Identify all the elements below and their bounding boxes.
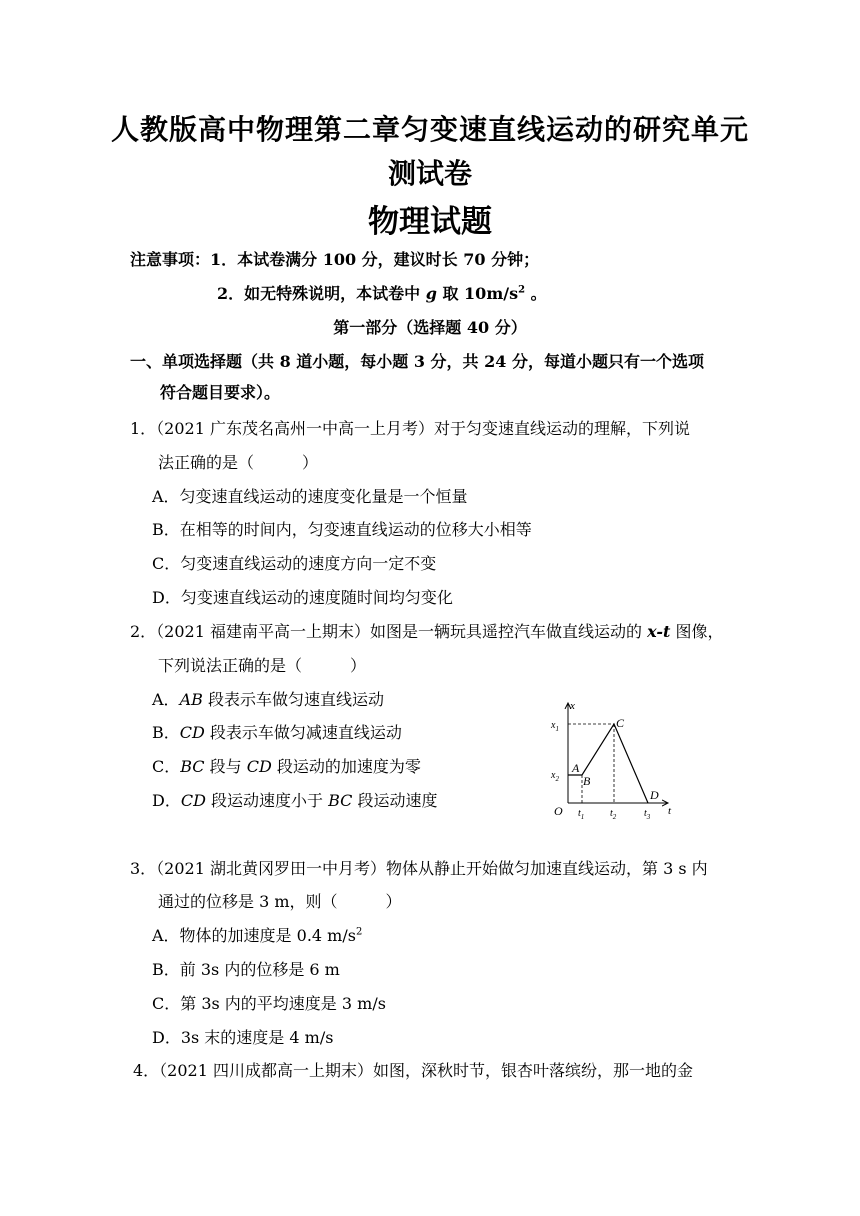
q2-option-a: A．AB 段表示车做匀速直线运动 (152, 690, 384, 709)
q2-option-c: C．BC 段与 CD 段运动的加速度为零 (152, 757, 421, 776)
graph-point-d: D (650, 788, 659, 802)
document-title-line1: 人教版高中物理第二章匀变速直线运动的研究单元 (110, 113, 749, 146)
q3-option-c: C．第 3s 内的平均速度是 3 m/s (152, 994, 386, 1013)
section1-line2: 符合题目要求）。 (160, 383, 281, 402)
q1-option-a: A．匀变速直线运动的速度变化量是一个恒量 (152, 487, 468, 506)
graph-x2-label: $x_2$ (551, 770, 559, 783)
notes-line1: 注意事项：1．本试卷满分 100 分，建议时长 70 分钟； (130, 250, 540, 269)
notes-line2: 2．如无特殊说明，本试卷中 g 取 $10m/s^2$ 。 (217, 284, 547, 303)
q2-xt-graph (548, 695, 678, 820)
document-subtitle: 物理试题 (368, 204, 492, 240)
q4-stem-line1: 4．（2021 四川成都高一上期末）如图，深秋时节，银杏叶落缤纷，那一地的金 (133, 1061, 693, 1080)
q2-stem-line1: 2．（2021 福建南平高一上期末）如图是一辆玩具遥控汽车做直线运动的 x-t 图像， (130, 622, 724, 641)
q3-option-d: D．3s 末的速度是 4 m/s (152, 1028, 334, 1047)
section1-line1: 一、单项选择题（共 8 道小题，每小题 3 分，共 24 分，每道小题只有一个选项 (130, 352, 704, 371)
q2-option-b: B．CD 段表示车做匀减速直线运动 (152, 723, 402, 742)
part1-heading: 第一部分（选择题 40 分） (333, 318, 527, 337)
q3-option-a: A．物体的加速度是 0.4 $m/s^2$ (152, 926, 363, 945)
q3-stem-line1: 3．（2021 湖北黄冈罗田一中月考）物体从静止开始做匀加速直线运动，第 3 s 内 (130, 859, 708, 878)
q1-stem-line2: 法正确的是（ ） (158, 453, 319, 472)
graph-origin-label: O (554, 804, 563, 818)
q2-stem-line2: 下列说法正确的是（ ） (158, 656, 367, 675)
graph-t1-label: $t_1$ (578, 808, 585, 820)
graph-point-a: A (572, 761, 580, 775)
q1-option-d: D．匀变速直线运动的速度随时间均匀变化 (152, 588, 453, 607)
graph-t3-label: $t_3$ (644, 808, 651, 820)
q3-option-b: B．前 3s 内的位移是 6 m (152, 960, 340, 979)
graph-t2-label: $t_2$ (610, 808, 617, 820)
graph-xt-line (568, 724, 648, 803)
q2-option-d: D．CD 段运动速度小于 BC 段运动速度 (152, 791, 438, 810)
q1-stem-line1: 1．（2021 广东茂名高州一中高一上月考）对于匀变速直线运动的理解，下列说 (130, 419, 690, 438)
q1-option-b: B．在相等的时间内，匀变速直线运动的位移大小相等 (152, 520, 532, 539)
graph-point-c: C (616, 716, 625, 730)
graph-point-b: B (583, 774, 591, 788)
graph-x1-label: $x_1$ (551, 720, 559, 733)
q3-stem-line2: 通过的位移是 3 m，则（ ） (158, 892, 402, 911)
document-title-line2: 测试卷 (387, 157, 472, 190)
graph-axis-label-x: x (570, 700, 575, 712)
graph-axis-label-t: t (668, 805, 672, 817)
q1-option-c: C．匀变速直线运动的速度方向一定不变 (152, 554, 437, 573)
